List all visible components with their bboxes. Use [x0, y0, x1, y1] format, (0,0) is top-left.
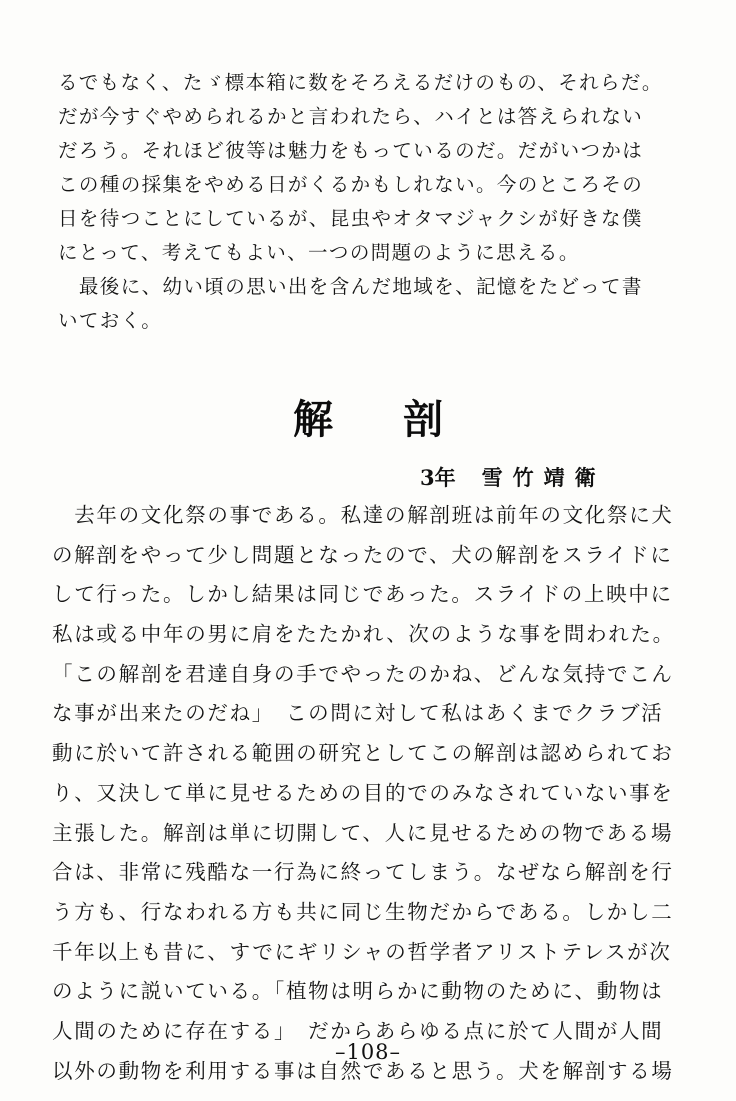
author-name: 雪竹靖衛 [481, 465, 606, 490]
page-number: –108– [334, 1040, 402, 1064]
author-byline [420, 462, 606, 492]
text-line: して行った。しかし結果は同じであった。スライドの上映中に [52, 582, 673, 607]
text-line: の解剖をやって少し問題となったので、犬の解剖をスライドに [52, 542, 673, 567]
text-line: 私は或る中年の男に肩をたたかれ、次のような事を問われた。 [52, 622, 675, 647]
text-line: 人間のために存在する」 だからあらゆる点に於て人間が人間 [52, 1018, 664, 1043]
text-line: 主張した。解剖は単に切開して、人に見せるための物である場 [52, 820, 674, 845]
text-line: 動に於いて許される範囲の研究としてこの解剖は認められてお [52, 741, 674, 766]
text-line: この種の採集をやめる日がくるかもしれない。今のところその [58, 173, 644, 196]
text-line: だろう。それほど彼等は魅力をもっているのだ。だがいつかは [58, 139, 644, 162]
text-line: 「この解剖を君達自身の手でやったのかね、どんな気持でこん [52, 661, 674, 686]
text-line: のように説いている。「植物は明らかに動物のために、動物は [52, 979, 664, 1004]
text-line: 去年の文化祭の事である。私達の解剖班は前年の文化祭に犬 [52, 503, 674, 527]
article-title: 解剖 [293, 396, 513, 443]
text-line: いておく。 [58, 309, 163, 332]
article-body [52, 496, 682, 1091]
text-line: 千年以上も昔に、すでにギリシャの哲学者アリストテレスが次 [52, 939, 672, 964]
text-line: にとって、考えてもよい、一つの問題のように思える。 [58, 241, 580, 264]
text-line: 最後に、幼い頃の思い出を含んだ地域を、記憶をたどって書 [58, 275, 643, 298]
text-line: う方も、行なわれる方も共に同じ生物だからである。しかし二 [52, 899, 674, 924]
text-line: 日を待つことにしているが、昆虫やオタマジャクシが好きな僕 [58, 207, 643, 230]
previous-section-text [58, 66, 678, 338]
text-line: り、又決して単に見せるための目的でのみなされていない事を [52, 780, 674, 805]
author-grade: 3年 [420, 465, 456, 490]
text-line: 以外の動物を利用する事は自然であると思う。犬を解剖する場 [52, 1058, 674, 1083]
text-line: 合は、非常に残酷な一行為に終ってしまう。なぜなら解剖を行 [52, 860, 674, 885]
text-line: るでもなく、たゞ標本箱に数をそろえるだけのもの、それらだ。 [58, 71, 663, 94]
text-line: な事が出来たのだね」 この問に対して私はあくまでクラブ活 [52, 701, 664, 726]
text-line: だが今すぐやめられるかと言われたら、ハイとは答えられない [58, 105, 644, 128]
